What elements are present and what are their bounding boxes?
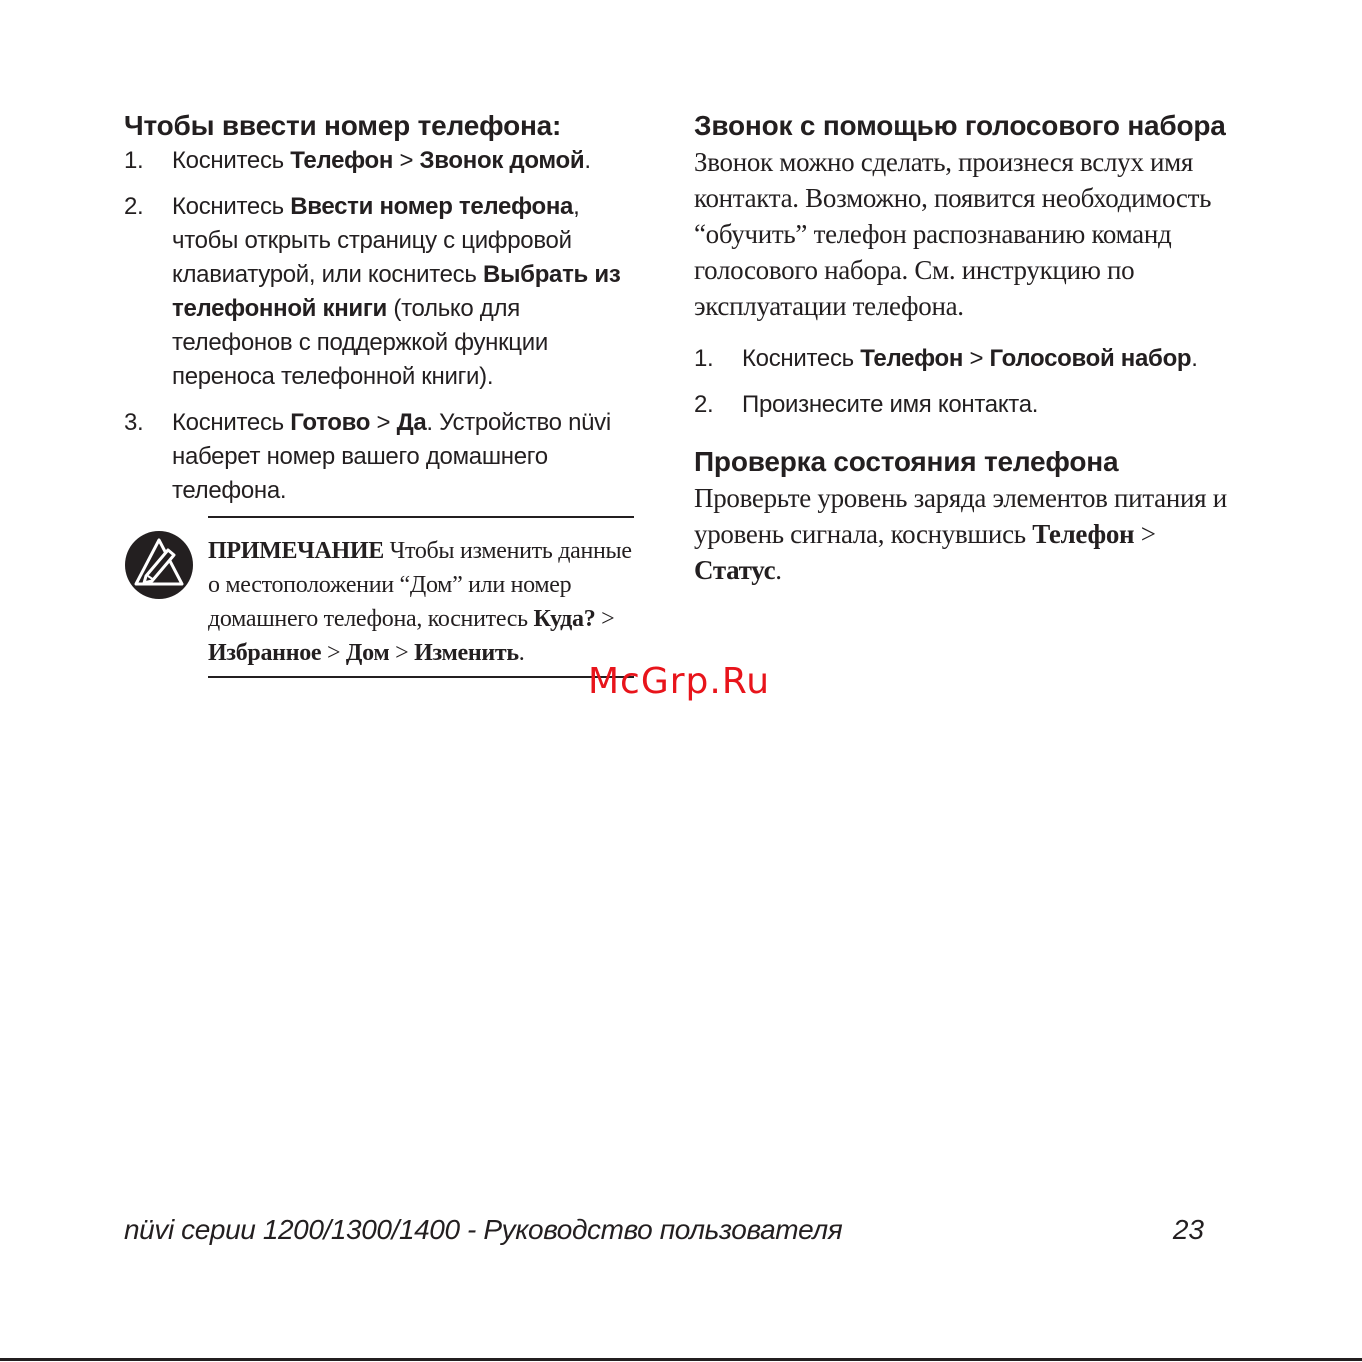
path-separator: >: [1134, 519, 1156, 549]
path-separator: >: [595, 606, 615, 632]
ui-term: Да: [396, 409, 427, 436]
step-text: >: [370, 409, 397, 436]
note-body: Чтобы изменить данные о местоположении “Дом” или номер домашнего телефона, коснитесь: [208, 538, 632, 632]
section-heading-phone-status: Проверка состояния телефона: [694, 446, 1119, 477]
step-text: .: [584, 147, 591, 174]
list-item: [124, 144, 634, 178]
paragraph-end: .: [775, 555, 782, 585]
step-number: 2.: [124, 193, 144, 220]
ui-term: Выбрать из телефонной книги: [172, 261, 621, 322]
step-text: Коснитесь: [742, 345, 861, 372]
ui-term: Избранное: [208, 640, 322, 666]
section-heading-enter-number: Чтобы ввести номер телефона:: [124, 110, 562, 141]
step-text: , чтобы открыть страницу с цифровой клавиатурой, или коснитесь: [172, 193, 580, 288]
step-text: Коснитесь: [172, 147, 291, 174]
ui-term: Телефон: [290, 147, 394, 174]
step-text: Коснитесь: [172, 193, 291, 220]
step-text: >: [393, 147, 420, 174]
step-number: 3.: [124, 409, 144, 436]
ui-term: Телефон: [860, 345, 964, 372]
voice-dial-paragraph: Звонок можно сделать, произнеся вслух имя контакта. Возможно, появится необходимость “обучить” телефон распознаванию команд голосового набора. См. инструкцию по эксплуатации телефона.: [694, 147, 1212, 321]
step-text: >: [963, 345, 990, 372]
section-heading-voice-dial: Звонок с помощью голосового набора: [694, 110, 1226, 141]
ui-term: Телефон: [1032, 519, 1135, 549]
note-text: [208, 516, 634, 678]
list-item: [694, 342, 1234, 376]
note-pencil-icon: [124, 530, 194, 600]
path-separator: >: [389, 640, 415, 666]
ui-term: Голосовой набор: [989, 345, 1192, 372]
ui-term: Куда?: [533, 606, 596, 632]
note-end: .: [518, 640, 525, 666]
ui-term: Готово: [290, 409, 371, 436]
watermark: McGrp.Ru: [588, 661, 771, 702]
list-item: [694, 388, 1234, 422]
step-text: Произнесите имя контакта.: [742, 391, 1039, 418]
ui-term: Ввести номер телефона: [290, 193, 574, 220]
right-column: [694, 108, 1234, 588]
steps-list-enter-number: [124, 144, 634, 508]
step-text: Коснитесь: [172, 409, 291, 436]
step-text: (только для телефонов с поддержкой функции переноса телефонной книги).: [172, 295, 548, 390]
list-item: [124, 190, 634, 394]
ui-term: Изменить: [414, 640, 519, 666]
step-number: 1.: [694, 345, 714, 372]
steps-list-voice-dial: [694, 342, 1234, 422]
phone-status-paragraph: [694, 480, 1234, 588]
list-item: [124, 406, 634, 508]
step-number: 2.: [694, 391, 714, 418]
path-separator: >: [321, 640, 346, 666]
left-column: [124, 108, 634, 666]
ui-term: Дом: [345, 640, 390, 666]
ui-term: Статус: [694, 555, 776, 585]
page-number: 23: [1172, 1214, 1204, 1245]
paragraph-text: Проверьте уровень заряда элементов питания и уровень сигнала, коснувшись: [694, 483, 1227, 549]
step-text: .: [1191, 345, 1198, 372]
footer-title: nüvi серии 1200/1300/1400 - Руководство пользователя: [124, 1214, 843, 1245]
step-text: . Устройство nüvi наберет номер вашего домашнего телефона.: [172, 409, 611, 504]
ui-term: Звонок домой: [419, 147, 585, 174]
bottom-rule: [0, 1358, 1362, 1361]
note-block: [124, 516, 634, 674]
step-number: 1.: [124, 147, 144, 174]
note-label: ПРИМЕЧАНИЕ: [208, 538, 384, 564]
